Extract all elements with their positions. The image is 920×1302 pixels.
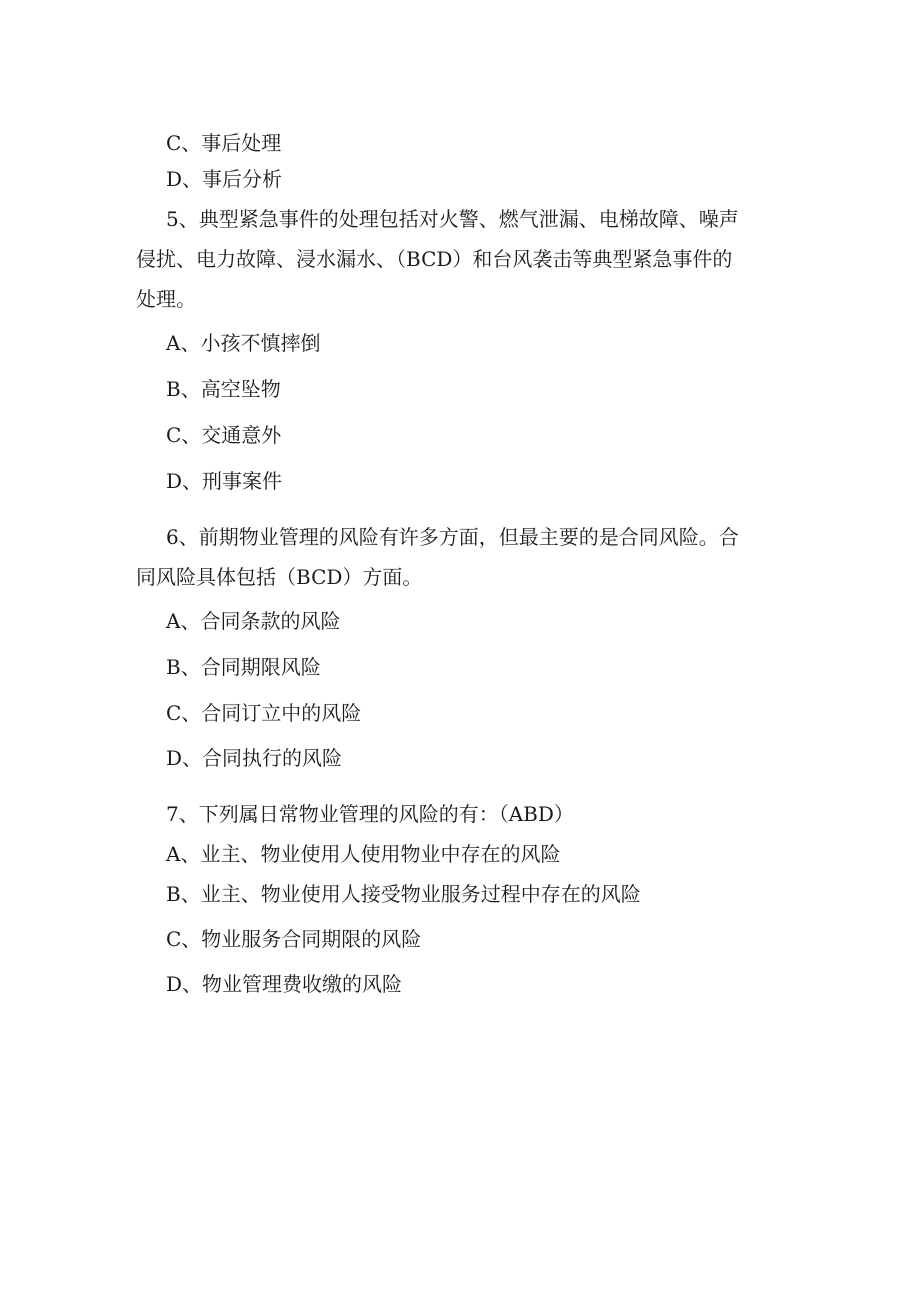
q5-question-line-3: 处理。 (136, 287, 196, 311)
q6-option-b: B、合同期限风险 (166, 655, 321, 679)
q5-question-line-1: 5、典型紧急事件的处理包括对火警、燃气泄漏、电梯故障、噪声 (166, 207, 739, 231)
q5-option-c: C、交通意外 (166, 423, 282, 447)
q5-question-line-2: 侵扰、电力故障、浸水漏水、（BCD）和台风袭击等典型紧急事件的 (136, 247, 733, 271)
q6-option-a: A、合同条款的风险 (166, 609, 341, 633)
q6-question-line-1: 6、前期物业管理的风险有许多方面，但最主要的是合同风险。合 (166, 525, 739, 549)
q4-option-d: D、事后分析 (166, 167, 283, 191)
q6-option-c: C、合同订立中的风险 (166, 701, 362, 725)
q7-question: 7、下列属日常物业管理的风险的有：（ABD） (166, 802, 574, 826)
q5-option-a: A、小孩不慎摔倒 (166, 331, 321, 355)
q5-option-b: B、高空坠物 (166, 377, 281, 401)
q7-option-d: D、物业管理费收缴的风险 (166, 972, 403, 996)
q4-option-c: C、事后处理 (166, 131, 282, 155)
q6-question-line-2: 同风险具体包括（BCD）方面。 (136, 565, 423, 589)
q7-option-a: A、业主、物业使用人使用物业中存在的风险 (166, 842, 561, 866)
q7-option-b: B、业主、物业使用人接受物业服务过程中存在的风险 (166, 882, 641, 906)
q7-option-c: C、物业服务合同期限的风险 (166, 927, 422, 951)
q5-option-d: D、刑事案件 (166, 469, 283, 493)
q6-option-d: D、合同执行的风险 (166, 746, 343, 770)
